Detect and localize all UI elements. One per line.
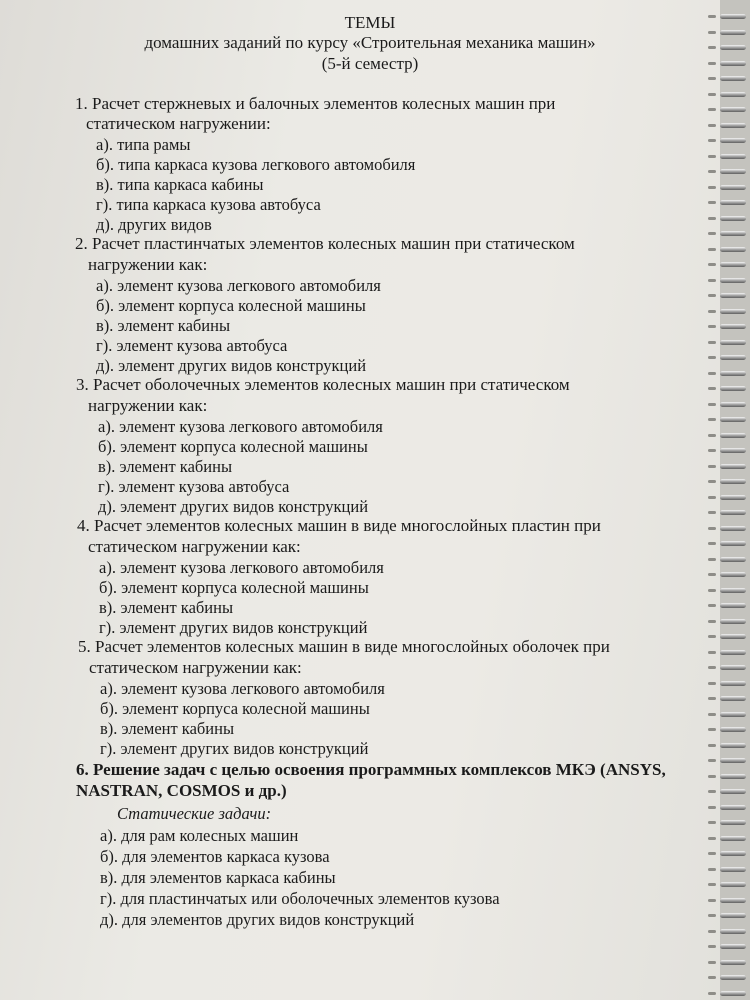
topic-5-item: г). элемент других видов конструкций bbox=[100, 739, 369, 758]
spiral-binding bbox=[720, 0, 750, 1000]
spiral-ring bbox=[720, 851, 746, 856]
spiral-ring bbox=[720, 169, 746, 174]
punch-hole bbox=[708, 806, 716, 809]
punch-hole bbox=[708, 186, 716, 189]
spiral-ring bbox=[720, 231, 746, 236]
spiral-ring bbox=[720, 355, 746, 360]
punch-hole bbox=[708, 387, 716, 390]
topic-3-item: б). элемент корпуса колесной машины bbox=[98, 437, 368, 456]
punch-hole bbox=[708, 961, 716, 964]
punch-hole bbox=[708, 62, 716, 65]
punch-hole bbox=[708, 728, 716, 731]
punch-hole bbox=[708, 46, 716, 49]
punch-hole bbox=[708, 372, 716, 375]
topic-1-title-cont: статическом нагружении: bbox=[86, 114, 271, 133]
topic-2-item: г). элемент кузова автобуса bbox=[96, 336, 288, 355]
punch-hole bbox=[708, 573, 716, 576]
spiral-ring bbox=[720, 61, 746, 66]
punch-hole bbox=[708, 77, 716, 80]
spiral-ring bbox=[720, 789, 746, 794]
spiral-ring bbox=[720, 944, 746, 949]
topic-6-title-cont: NASTRAN, COSMOS и др.) bbox=[76, 781, 287, 800]
punch-hole bbox=[708, 124, 716, 127]
spiral-ring bbox=[720, 262, 746, 267]
topic-1-item: б). типа каркаса кузова легкового автомобиля bbox=[96, 155, 416, 174]
spiral-ring bbox=[720, 774, 746, 779]
punch-hole bbox=[708, 15, 716, 18]
semester-label: (5-й семестр) bbox=[321, 54, 419, 73]
topic-2-item: а). элемент кузова легкового автомобиля bbox=[96, 276, 381, 295]
topic-5-item: а). элемент кузова легкового автомобиля bbox=[100, 679, 385, 698]
punch-hole bbox=[708, 542, 716, 545]
spiral-ring bbox=[720, 479, 746, 484]
spiral-ring bbox=[720, 898, 746, 903]
topic-5-title-cont: статическом нагружении как: bbox=[89, 658, 302, 677]
spiral-ring bbox=[720, 867, 746, 872]
topic-4-item: г). элемент других видов конструкций bbox=[99, 618, 368, 637]
punch-hole bbox=[708, 170, 716, 173]
spiral-ring bbox=[720, 154, 746, 159]
topic-3-item: г). элемент кузова автобуса bbox=[98, 477, 290, 496]
spiral-ring bbox=[720, 107, 746, 112]
spiral-ring bbox=[720, 929, 746, 934]
punch-hole bbox=[708, 403, 716, 406]
punch-hole bbox=[708, 465, 716, 468]
punch-hole bbox=[708, 837, 716, 840]
punch-hole bbox=[708, 527, 716, 530]
punch-hole bbox=[708, 635, 716, 638]
spiral-ring bbox=[720, 200, 746, 205]
spiral-ring bbox=[720, 650, 746, 655]
punch-hole bbox=[708, 604, 716, 607]
topic-6-subheading: Статические задачи: bbox=[117, 804, 272, 823]
spiral-ring bbox=[720, 448, 746, 453]
punch-hole bbox=[708, 449, 716, 452]
topic-5-item: в). элемент кабины bbox=[100, 719, 235, 738]
punch-hole bbox=[708, 945, 716, 948]
punch-hole bbox=[708, 294, 716, 297]
topic-2-item: б). элемент корпуса колесной машины bbox=[96, 296, 366, 315]
punch-hole bbox=[708, 108, 716, 111]
punch-hole bbox=[708, 589, 716, 592]
punch-hole bbox=[708, 356, 716, 359]
spiral-ring bbox=[720, 92, 746, 97]
spiral-ring bbox=[720, 619, 746, 624]
punch-hole bbox=[708, 511, 716, 514]
spiral-ring bbox=[720, 836, 746, 841]
punch-hole bbox=[708, 713, 716, 716]
spiral-ring bbox=[720, 309, 746, 314]
course-subtitle: домашних заданий по курсу «Строительная механика машин» bbox=[144, 33, 596, 52]
punch-hole bbox=[708, 418, 716, 421]
spiral-ring bbox=[720, 975, 746, 980]
spiral-ring bbox=[720, 882, 746, 887]
punch-hole bbox=[708, 620, 716, 623]
spiral-ring bbox=[720, 712, 746, 717]
topic-3-title: 3. Расчет оболочечных элементов колесных машин при статическом bbox=[76, 375, 570, 394]
punch-hole bbox=[708, 759, 716, 762]
punch-hole bbox=[708, 666, 716, 669]
spiral-ring bbox=[720, 324, 746, 329]
topic-6-title: 6. Решение задач с целью освоения программных комплексов МКЭ (ANSYS, bbox=[76, 760, 666, 779]
topic-4-title: 4. Расчет элементов колесных машин в виде многослойных пластин при bbox=[77, 516, 601, 535]
topic-6-item: б). для элементов каркаса кузова bbox=[100, 847, 330, 866]
punch-hole bbox=[708, 883, 716, 886]
punch-hole bbox=[708, 899, 716, 902]
punch-hole bbox=[708, 992, 716, 995]
punch-hole bbox=[708, 279, 716, 282]
punch-hole bbox=[708, 496, 716, 499]
topic-2-title: 2. Расчет пластинчатых элементов колесных машин при статическом bbox=[75, 234, 575, 253]
spiral-ring bbox=[720, 603, 746, 608]
spiral-ring bbox=[720, 588, 746, 593]
topic-6-item: в). для элементов каркаса кабины bbox=[100, 868, 336, 887]
page-title: ТЕМЫ bbox=[344, 13, 396, 32]
punch-hole bbox=[708, 263, 716, 266]
punch-hole bbox=[708, 914, 716, 917]
spiral-ring bbox=[720, 557, 746, 562]
spiral-ring bbox=[720, 495, 746, 500]
spiral-ring bbox=[720, 913, 746, 918]
spiral-ring bbox=[720, 247, 746, 252]
spiral-ring bbox=[720, 386, 746, 391]
punch-hole bbox=[708, 248, 716, 251]
punch-hole bbox=[708, 341, 716, 344]
spiral-ring bbox=[720, 371, 746, 376]
punch-hole bbox=[708, 868, 716, 871]
spiral-ring bbox=[720, 123, 746, 128]
topic-4-item: а). элемент кузова легкового автомобиля bbox=[99, 558, 384, 577]
punch-hole bbox=[708, 852, 716, 855]
spiral-ring bbox=[720, 991, 746, 996]
topic-4-item: б). элемент корпуса колесной машины bbox=[99, 578, 369, 597]
spiral-ring bbox=[720, 293, 746, 298]
punch-hole bbox=[708, 775, 716, 778]
spiral-ring bbox=[720, 185, 746, 190]
spiral-ring bbox=[720, 820, 746, 825]
topic-6-item: г). для пластинчатых или оболочечных элементов кузова bbox=[100, 889, 500, 908]
spiral-ring bbox=[720, 216, 746, 221]
punch-hole bbox=[708, 201, 716, 204]
topic-5-item: б). элемент корпуса колесной машины bbox=[100, 699, 370, 718]
spiral-ring bbox=[720, 510, 746, 515]
punch-hole bbox=[708, 480, 716, 483]
spiral-ring bbox=[720, 278, 746, 283]
topic-3-item: а). элемент кузова легкового автомобиля bbox=[98, 417, 383, 436]
punch-hole bbox=[708, 232, 716, 235]
topic-3-item: в). элемент кабины bbox=[98, 457, 233, 476]
spiral-ring bbox=[720, 433, 746, 438]
topic-4-title-cont: статическом нагружении как: bbox=[88, 537, 301, 556]
punch-hole bbox=[708, 139, 716, 142]
topic-6-item: д). для элементов других видов конструкций bbox=[100, 910, 415, 929]
spiral-ring bbox=[720, 464, 746, 469]
spiral-ring bbox=[720, 30, 746, 35]
punch-hole bbox=[708, 558, 716, 561]
punch-hole bbox=[708, 325, 716, 328]
punch-hole bbox=[708, 976, 716, 979]
spiral-ring bbox=[720, 758, 746, 763]
topic-1-item: г). типа каркаса кузова автобуса bbox=[96, 195, 321, 214]
spiral-ring bbox=[720, 402, 746, 407]
spiral-ring bbox=[720, 572, 746, 577]
punch-hole bbox=[708, 930, 716, 933]
punch-hole bbox=[708, 651, 716, 654]
topic-2-item: в). элемент кабины bbox=[96, 316, 231, 335]
punch-hole bbox=[708, 682, 716, 685]
spiral-ring bbox=[720, 727, 746, 732]
spiral-ring bbox=[720, 634, 746, 639]
spiral-ring bbox=[720, 960, 746, 965]
topic-6-item: а). для рам колесных машин bbox=[100, 826, 299, 845]
punch-hole bbox=[708, 697, 716, 700]
spiral-ring bbox=[720, 340, 746, 345]
spiral-ring bbox=[720, 138, 746, 143]
spiral-ring bbox=[720, 417, 746, 422]
topic-1-item: а). типа рамы bbox=[96, 135, 191, 154]
punch-hole bbox=[708, 310, 716, 313]
topic-1-title: 1. Расчет стержневых и балочных элементов колесных машин при bbox=[75, 94, 556, 113]
spiral-ring bbox=[720, 541, 746, 546]
topic-3-title-cont: нагружении как: bbox=[88, 396, 208, 415]
punch-hole bbox=[708, 155, 716, 158]
punch-hole bbox=[708, 31, 716, 34]
spiral-ring bbox=[720, 696, 746, 701]
spiral-ring bbox=[720, 76, 746, 81]
spiral-ring bbox=[720, 665, 746, 670]
topic-5-title: 5. Расчет элементов колесных машин в виде многослойных оболочек при bbox=[78, 637, 610, 656]
punch-hole bbox=[708, 821, 716, 824]
topic-1-item: д). других видов bbox=[96, 215, 212, 234]
punch-hole bbox=[708, 744, 716, 747]
punch-hole bbox=[708, 217, 716, 220]
punch-hole bbox=[708, 434, 716, 437]
punch-hole bbox=[708, 93, 716, 96]
punch-hole bbox=[708, 790, 716, 793]
topic-1-item: в). типа каркаса кабины bbox=[96, 175, 264, 194]
spiral-ring bbox=[720, 526, 746, 531]
spiral-ring bbox=[720, 743, 746, 748]
spiral-ring bbox=[720, 805, 746, 810]
spiral-ring bbox=[720, 681, 746, 686]
spiral-ring bbox=[720, 45, 746, 50]
topic-2-item: д). элемент других видов конструкций bbox=[96, 356, 367, 375]
topic-4-item: в). элемент кабины bbox=[99, 598, 234, 617]
spiral-ring bbox=[720, 14, 746, 19]
topic-3-item: д). элемент других видов конструкций bbox=[98, 497, 369, 516]
topic-2-title-cont: нагружении как: bbox=[88, 255, 208, 274]
